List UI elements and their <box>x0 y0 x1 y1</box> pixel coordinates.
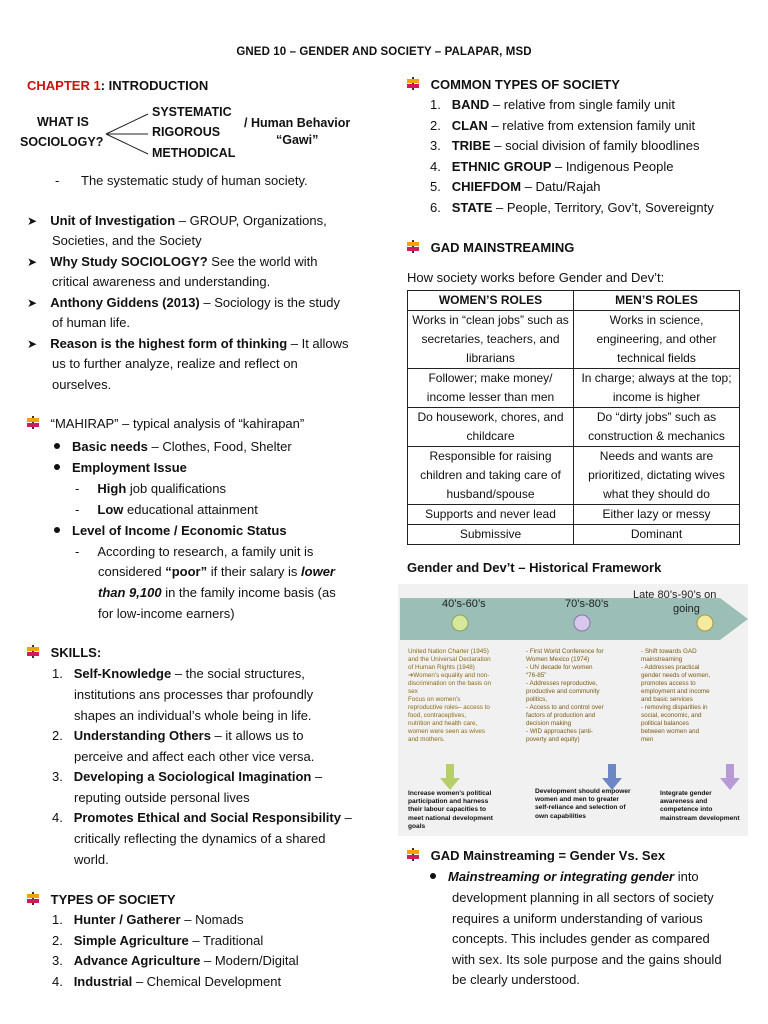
skills-heading: SKILLS: <box>27 643 101 663</box>
table-cell: Follower; make money/ income lesser than men <box>408 369 574 408</box>
arrow-bullet-icon: ➤ <box>27 337 38 351</box>
bullet-giddens: ➤ Anthony Giddens (2013) – Sociology is the study <box>27 293 340 313</box>
flag-bullet-icon <box>407 240 419 253</box>
table-cell: Supports and never lead <box>408 505 574 525</box>
framework-column-2: - First World Conference for Women Mexico (1974) - UN decade for women “76-85” - Addresses reproductive, productive and community politics, - Access to and control over factors of production and decision making - WID approaches (anti- poverty and equity) <box>526 648 604 743</box>
sociology-label: SOCIOLOGY? <box>20 135 104 149</box>
bullet-line: of human life. <box>52 315 131 330</box>
skill-line: institutions ans processes thar profoundly <box>74 687 314 702</box>
framework-column-1: United Nation Charter (1945) and the Universal Declaration of Human Rights (1948) ➔Women’s equality and non- discrimination on the basis on sex Focus on women’s reproductive roles– access to food, contraceptives, nutrition and health care, women were seen as wives and mothers. <box>408 648 491 743</box>
type-item: 4. Industrial – Chemical Development <box>52 974 282 989</box>
gad-heading: GAD MAINSTREAMING <box>407 238 574 258</box>
framework-title: Gender and Dev’t – Historical Framework <box>407 560 662 575</box>
common-type-item: 3. TRIBE – social division of family bloodlines <box>430 138 700 153</box>
table-row <box>408 447 740 505</box>
mahirap-research-line: considered “poor” if their salary is lower <box>98 564 335 579</box>
common-types-heading: COMMON TYPES OF SOCIETY <box>407 75 620 95</box>
common-type-item: 2. CLAN – relative from extension family unit <box>430 118 696 133</box>
era-late-80s: Late 80’s-90’s on <box>633 589 717 601</box>
dot-bullet-icon <box>54 464 60 470</box>
skill-item: 3. Developing a Sociological Imagination – <box>52 769 323 784</box>
chapter-number: CHAPTER 1 <box>27 78 101 93</box>
dot-bullet-icon <box>54 443 60 449</box>
table-row <box>408 408 740 447</box>
bullet-line: Societies, and the Society <box>52 233 202 248</box>
mahirap-high: - High job qualifications <box>75 481 227 496</box>
chapter-heading <box>27 78 208 93</box>
table-header-row <box>408 291 740 311</box>
flag-bullet-icon <box>407 848 419 861</box>
skill-item: 4. Promotes Ethical and Social Responsibility – <box>52 810 352 825</box>
arrow-bullet-icon: ➤ <box>27 255 38 269</box>
type-item: 2. Simple Agriculture – Traditional <box>52 933 264 948</box>
mahirap-employment: Employment Issue <box>54 458 187 478</box>
historical-framework-figure <box>398 584 748 836</box>
flag-bullet-icon <box>27 416 39 429</box>
framework-outcome-2: Development should empower women and men to greater self-reliance and selection of own capabilities <box>535 788 631 820</box>
table-cell: Needs and wants are prioritized, dictating wives what they should do <box>574 447 740 505</box>
definition-text: The systematic study of human society. <box>81 173 308 188</box>
word-systematic: SYSTEMATIC <box>152 105 232 119</box>
mahirap-basic-needs: Basic needs – Clothes, Food, Shelter <box>54 437 292 457</box>
dot-bullet-icon <box>54 527 60 533</box>
types-heading: TYPES OF SOCIETY <box>27 890 176 910</box>
table-cell: In charge; always at the top; income is higher <box>574 369 740 408</box>
flag-bullet-icon <box>27 645 39 658</box>
framework-column-3: - Shift towards GAD mainstreaming - Addresses practical gender needs of women, promotes access to employment and income and basic services - removing disparities in social, economic, and political balances between women and men <box>641 648 711 743</box>
skill-line: critically reflecting the dynamics of a shared <box>74 831 326 846</box>
skill-item: 2. Understanding Others – it allows us to <box>52 728 304 743</box>
table-cell: Works in science, engineering, and other technical fields <box>574 311 740 369</box>
dot-bullet-icon <box>430 873 436 879</box>
table-row <box>408 369 740 408</box>
table-cell: Dominant <box>574 525 740 545</box>
common-type-item: 6. STATE – People, Territory, Gov’t, Sovereignty <box>430 200 714 215</box>
connector-lines <box>104 110 152 158</box>
gender-roles-table <box>407 290 740 545</box>
gawi-label: “Gawi” <box>276 133 319 147</box>
table-cell: Do “dirty jobs” such as construction & mechanics <box>574 408 740 447</box>
human-behavior-label: / Human Behavior <box>244 116 351 130</box>
mahirap-research-line: for low-income earners) <box>98 606 235 621</box>
type-item: 3. Advance Agriculture – Modern/Digital <box>52 953 299 968</box>
table-row <box>408 525 740 545</box>
skill-line: reputing outside personal lives <box>74 790 250 805</box>
flag-bullet-icon <box>27 892 39 905</box>
bullet-unit-of-investigation: ➤ Unit of Investigation – GROUP, Organizations, <box>27 211 327 231</box>
definition-line: - The systematic study of human society. <box>55 173 308 188</box>
gad-sex-line: concepts. This includes gender as compared <box>452 931 710 946</box>
bullet-line: ourselves. <box>52 377 112 392</box>
era-70s-80s: 70’s-80’s <box>565 598 609 610</box>
table-row <box>408 505 740 525</box>
word-methodical: METHODICAL <box>152 146 236 160</box>
table-row <box>408 311 740 369</box>
table-cell: Either lazy or messy <box>574 505 740 525</box>
chapter-title: : INTRODUCTION <box>100 78 209 93</box>
gad-intro: How society works before Gender and Dev’t: <box>407 270 665 285</box>
framework-outcome-3: Integrate gender awareness and competence into mainstream development <box>660 790 740 822</box>
what-is-sociology-diagram <box>0 100 380 170</box>
gad-sex-line: requires a uniform understanding of various <box>452 911 703 926</box>
document-header: GNED 10 – GENDER AND SOCIETY – PALAPAR, MSD <box>236 46 532 58</box>
word-rigorous: RIGOROUS <box>152 125 221 139</box>
flag-bullet-icon <box>407 77 419 90</box>
era-40s-60s: 40’s-60’s <box>442 598 486 610</box>
gad-sex-line: development planning in all sectors of society <box>452 890 714 905</box>
arrow-bullet-icon: ➤ <box>27 296 38 310</box>
arrow-bullet-icon: ➤ <box>27 214 38 228</box>
skill-item: 1. Self-Knowledge – the social structures, <box>52 666 305 681</box>
header-womens-roles: WOMEN’S ROLES <box>408 291 574 311</box>
table-cell: Works in “clean jobs” such as secretaries, teachers, and librarians <box>408 311 574 369</box>
gad-sex-line: Mainstreaming or integrating gender into <box>430 867 699 887</box>
type-item: 1. Hunter / Gatherer – Nomads <box>52 912 244 927</box>
gad-sex-line: be clearly understood. <box>452 972 580 987</box>
table-cell: Responsible for raising children and taking care of husband/spouse <box>408 447 574 505</box>
era-going: going <box>673 603 700 615</box>
what-is-label: WHAT IS <box>37 115 89 129</box>
common-type-item: 5. CHIEFDOM – Datu/Rajah <box>430 179 601 194</box>
gad-sex-line: with sex. Its sole purpose and the gains should <box>452 952 722 967</box>
bullet-why-study: ➤ Why Study SOCIOLOGY? See the world with <box>27 252 318 272</box>
bullet-line: critical awareness and understanding. <box>52 274 271 289</box>
mahirap-low: - Low educational attainment <box>75 502 258 517</box>
mahirap-heading: “MAHIRAP” – typical analysis of “kahirapan” <box>27 414 304 434</box>
bullet-reason: ➤ Reason is the highest form of thinking – It allows <box>27 334 349 354</box>
header-mens-roles: MEN’S ROLES <box>574 291 740 311</box>
skill-line: world. <box>74 852 109 867</box>
gad-gender-sex-heading: GAD Mainstreaming = Gender Vs. Sex <box>407 846 665 866</box>
common-type-item: 4. ETHNIC GROUP – Indigenous People <box>430 159 674 174</box>
skill-line: perceive and affect each other vice versa. <box>74 749 315 764</box>
common-type-item: 1. BAND – relative from single family unit <box>430 97 675 112</box>
bullet-line: us to further analyze, realize and reflect on <box>52 356 298 371</box>
table-cell: Submissive <box>408 525 574 545</box>
table-cell: Do housework, chores, and childcare <box>408 408 574 447</box>
skill-line: shapes an individual’s whole being in life. <box>74 708 312 723</box>
mahirap-income: Level of Income / Economic Status <box>54 521 287 541</box>
framework-outcome-1: Increase women’s political participation and harness their labour capacities to meet national development goals <box>408 790 494 830</box>
mahirap-research: - According to research, a family unit is <box>75 544 314 559</box>
mahirap-research-line: than 9,100 in the family income basis (as <box>98 585 336 600</box>
